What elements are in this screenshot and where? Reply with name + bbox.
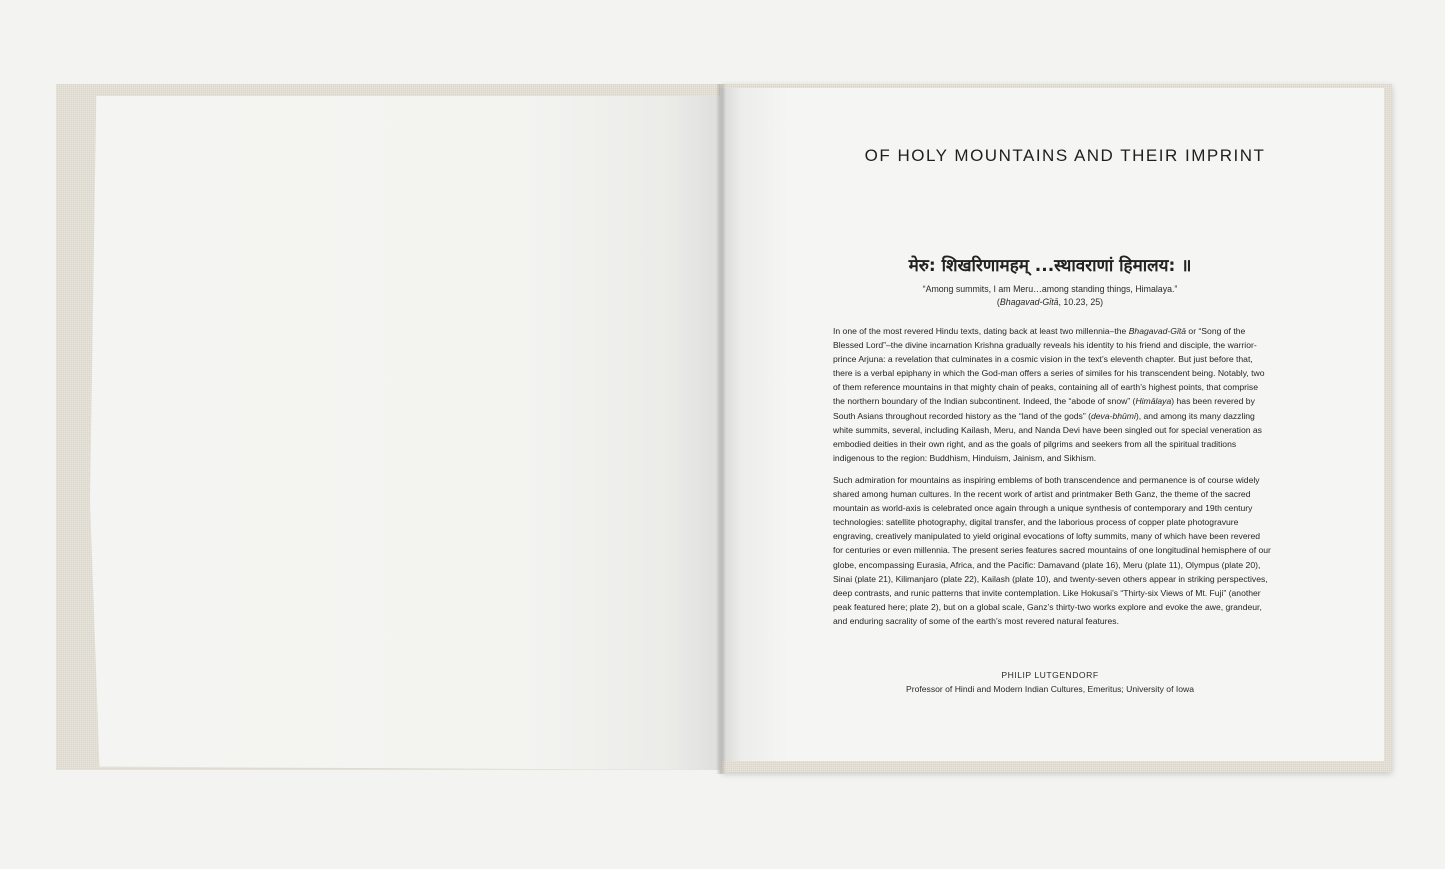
- book-gutter: [716, 84, 726, 774]
- essay-paragraph-1: [833, 324, 1271, 465]
- paragraph-1-run: ) has been revered by South Asians throughout recorded history as the “land of the gods” (: [833, 396, 1255, 421]
- paragraph-1-run: Bhagavad-Gītā: [1128, 326, 1187, 336]
- author-block: [820, 668, 1280, 696]
- epigraph: [820, 283, 1280, 309]
- ref-title: Bhagavad-Gītā: [999, 297, 1059, 307]
- sanskrit-verse: मेरु: शिखरिणामहम् ...स्थावराणां हिमालय: ॥: [908, 256, 1192, 276]
- author-name: PHILIP LUTGENDORF: [1001, 670, 1099, 680]
- paragraph-1-run: In one of the most revered Hindu texts, dating back at least two millennia–the: [833, 326, 1129, 336]
- ref-open: (: [996, 297, 1000, 307]
- paragraph-1-run: or “Song of the Blessed Lord”–the divine incarnation Krishna gradually reveals his identity to his friend and disciple, the warrior-prince Arjuna: a revelation that culminates in a cosmic vision in the text’s eleventh chapter. But just before that, there is a verbal epiphany in which the God-man offers a series of similes for his transcendent being. Notably, two of them reference mountains in that mighty chain of peaks, containing all of earth’s highest points, that comprise the northern boundary of the Indian subcontinent. Indeed, the “abode of snow” (: [833, 326, 1265, 407]
- essay-paragraph-2: Such admiration for mountains as inspiring emblems of both transcendence and permanence is of course widely shared among human cultures. In the recent work of artist and printmaker Beth Ganz, the theme of the sacred mountain as world-axis is celebrated once again through a unique synthesis of contemporary and 19th century technologies: satellite photography, digital transfer, and the laborious process of copper plate photogravure engraving, creatively manipulated to yield original evocations of lofty summits, many of which have been revered for centuries or even millennia. The present series features sacred mountains of one longitudinal hemisphere of our globe, encompassing Eurasia, Africa, and the Pacific: Damavand (plate 16), Meru (plate 11), Olympus (plate 20), Sinai (plate 21), Kilimanjaro (plate 22), Kailash (plate 10), and twenty-seven others appear in striking perspectives, deep contrasts, and runic patterns that invite contemplation. Like Hokusai’s “Thirty-six Views of Mt. Fuji” (another peak featured here; plate 2), but on a global scale, Ganz’s thirty-two works explore and evoke the awe, grandeur, and enduring sacrality of some of the earth’s most revered natural features.: [833, 474, 1271, 626]
- paragraph-1-run: Himālaya: [1135, 396, 1172, 407]
- epigraph-reference: [820, 296, 1280, 309]
- essay-body: [833, 324, 1271, 636]
- page-title: OF HOLY MOUNTAINS AND THEIR IMPRINT: [864, 146, 1266, 165]
- blank-left-page: [90, 96, 720, 770]
- author-affiliation: Professor of Hindi and Modern Indian Cultures, Emeritus; University of Iowa: [905, 684, 1195, 694]
- paragraph-1-run: deva-bhūmi: [1090, 410, 1136, 421]
- ref-rest: , 10.23, 25): [1058, 297, 1104, 307]
- epigraph-quote: “Among summits, I am Meru…among standing things, Himalaya.”: [922, 284, 1178, 294]
- paragraph-1-run: ), and among its many dazzling white summits, several, including Kailash, Meru, and Nanda Devi have been singled out for special veneration as embodied deities in their own right, and as the goals of pilgrims and seekers from all the spiritual traditions indigenous to the region: Buddhism, Hinduism, Jainism, and Sikhism.: [833, 410, 1262, 463]
